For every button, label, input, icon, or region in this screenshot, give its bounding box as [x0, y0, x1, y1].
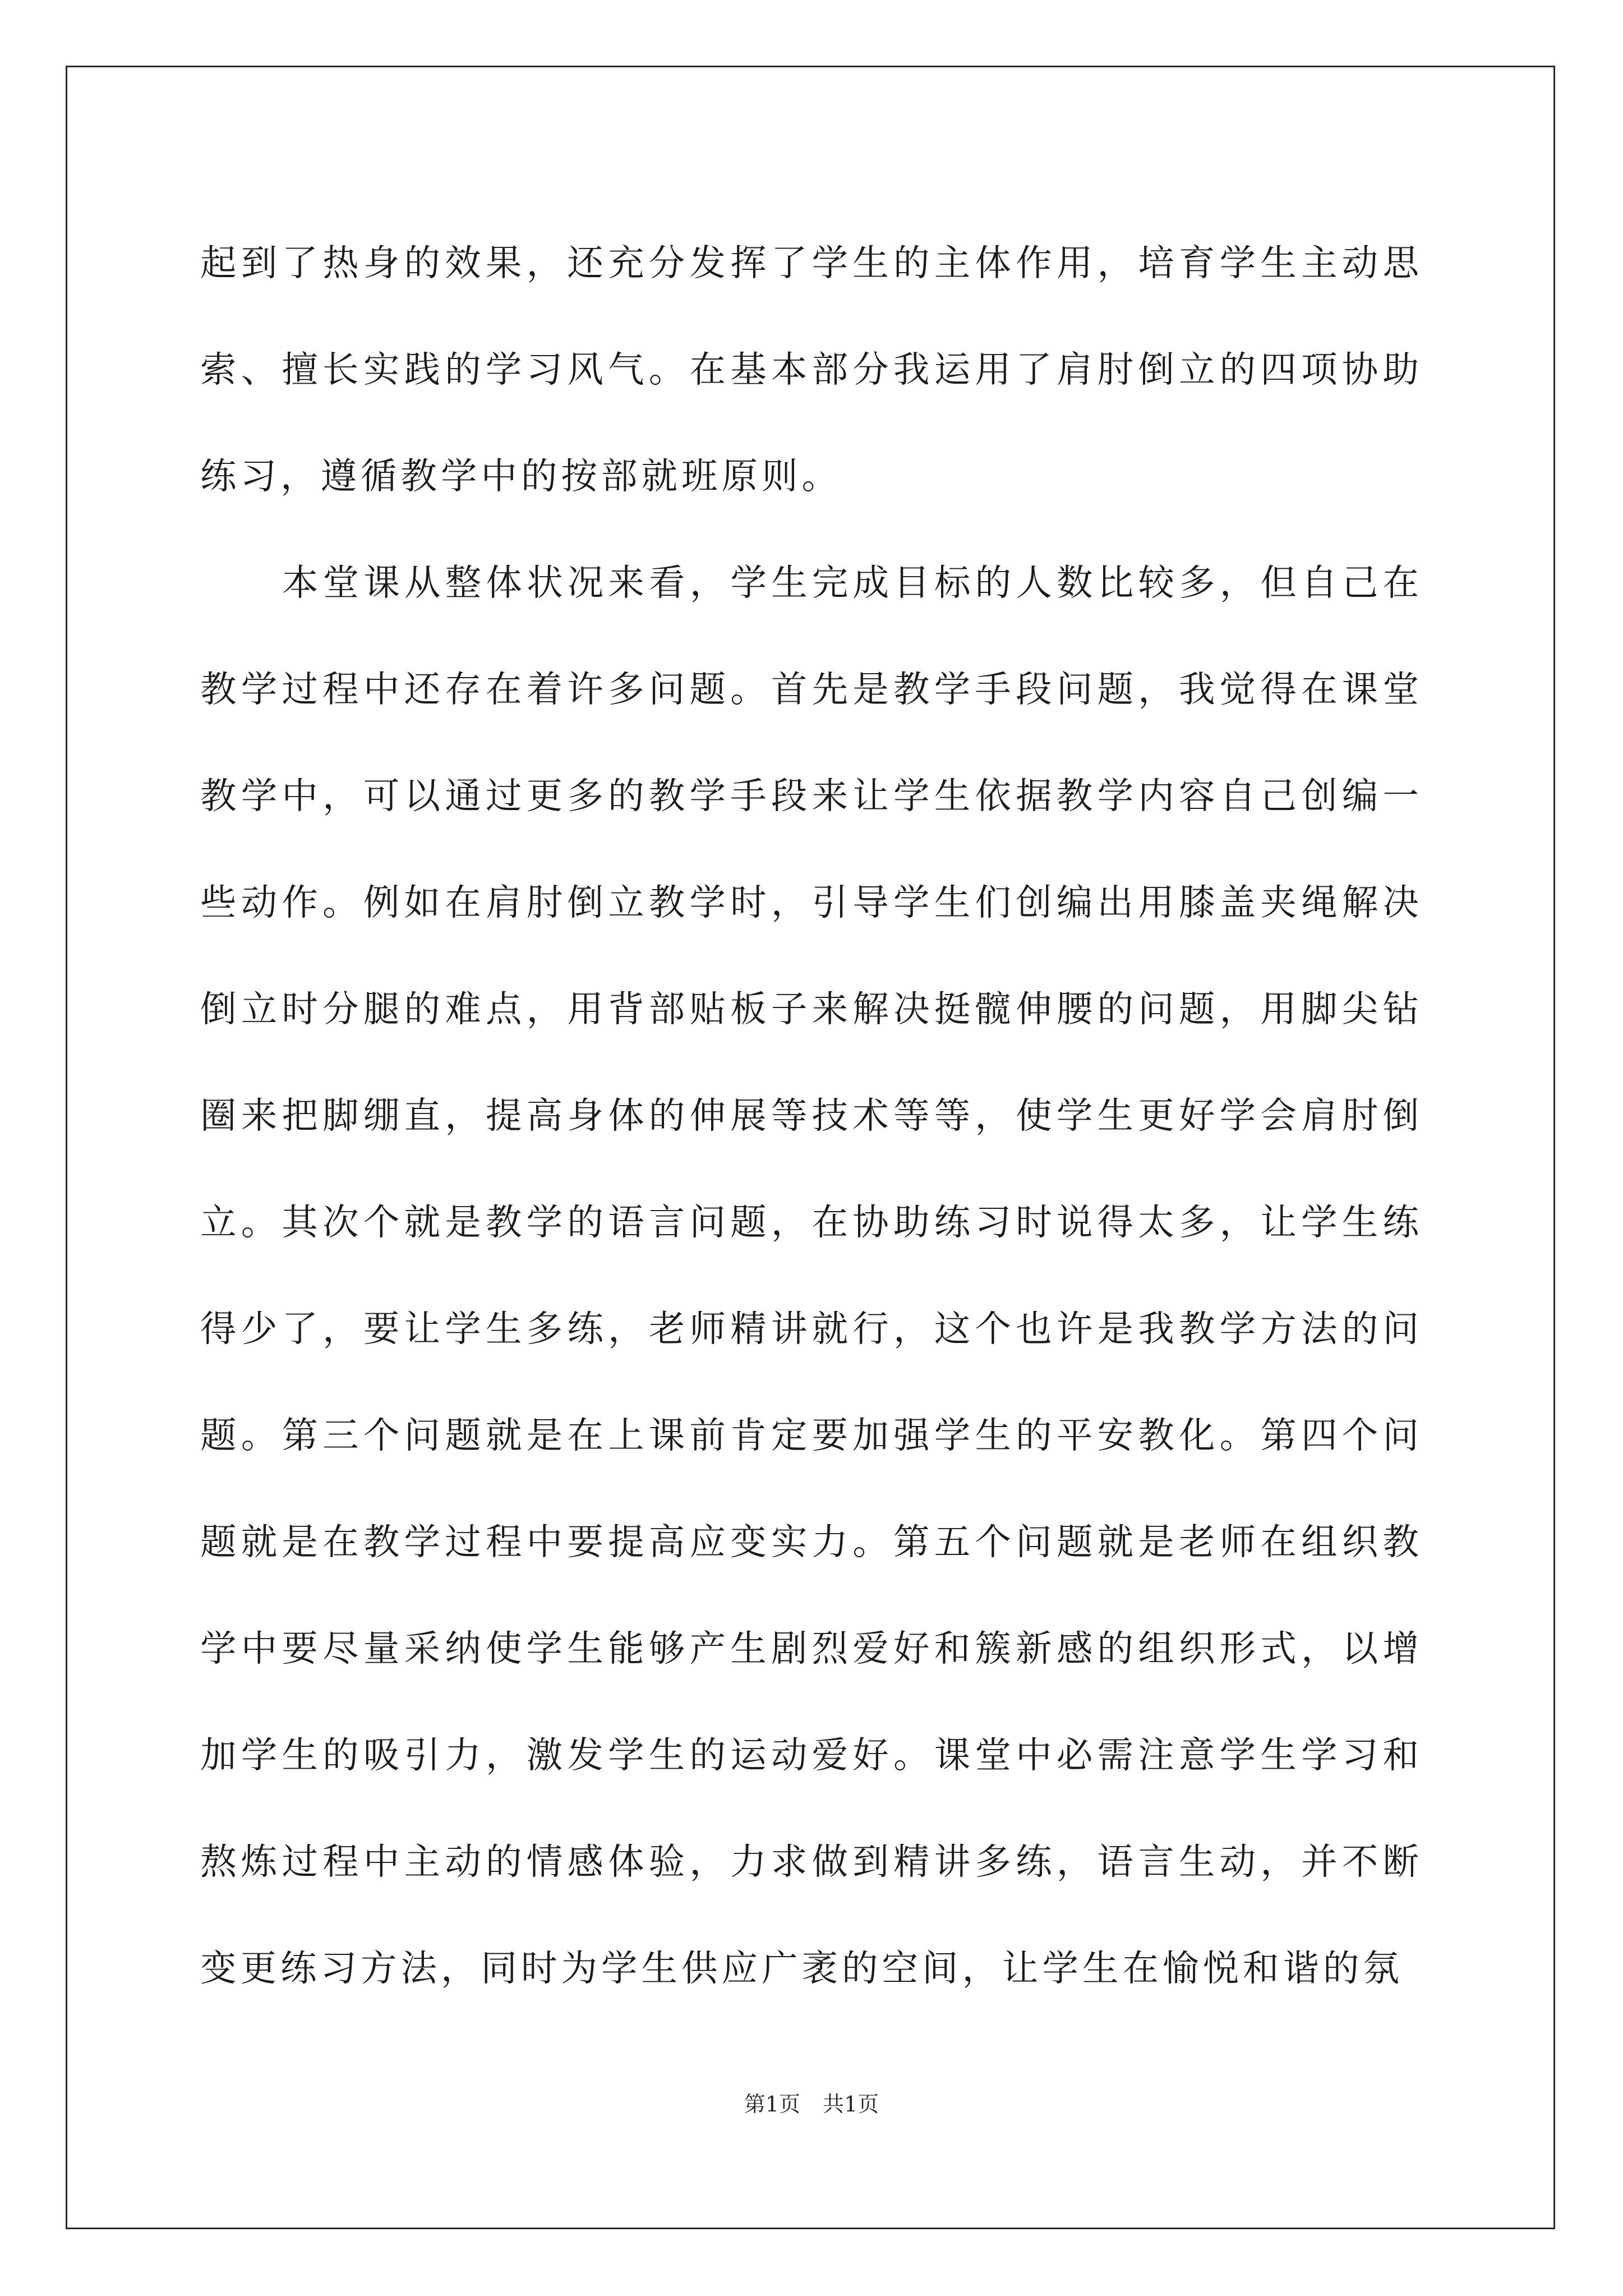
page-footer: [0, 2087, 1623, 2118]
paragraph-2: 本堂课从整体状况来看，学生完成目标的人数比较多，但自己在教学过程中还存在着许多问题。首先是教学手段问题，我觉得在课堂教学中，可以通过更多的教学手段来让学生依据教学内容自己创编一些动作。例如在肩肘倒立教学时，引导学生们创编出用膝盖夹绳解决倒立时分腿的难点，用背部贴板子来解决挺髋伸腰的问题，用脚尖钻圈来把脚绷直，提高身体的伸展等技术等等，使学生更好学会肩肘倒立。其次个就是教学的语言问题，在协助练习时说得太多，让学生练得少了，要让学生多练，老师精讲就行，这个也许是我教学方法的问题。第三个问题就是在上课前肯定要加强学生的平安教化。第四个问题就是在教学过程中要提高应变实力。第五个问题就是老师在组织教学中要尽量采纳使学生能够产生剧烈爱好和簇新感的组织形式，以增加学生的吸引力，激发学生的运动爱好。课堂中必需注意学生学习和熬炼过程中主动的情感体验，力求做到精讲多练，语言生动，并不断变更练习方法，同时为学生供应广袤的空间，让学生在愉悦和谐的氛: [200, 562, 1423, 1990]
paragraph-1: 起到了热身的效果，还充分发挥了学生的主体作用，培育学生主动思索、擅长实践的学习风气。在基本部分我运用了肩肘倒立的四项协助练习，遵循教学中的按部就班原则。: [200, 242, 1423, 498]
page-number: 第1页: [744, 2092, 800, 2116]
page-total: 共1页: [823, 2092, 879, 2116]
document-body: [200, 210, 1423, 2022]
